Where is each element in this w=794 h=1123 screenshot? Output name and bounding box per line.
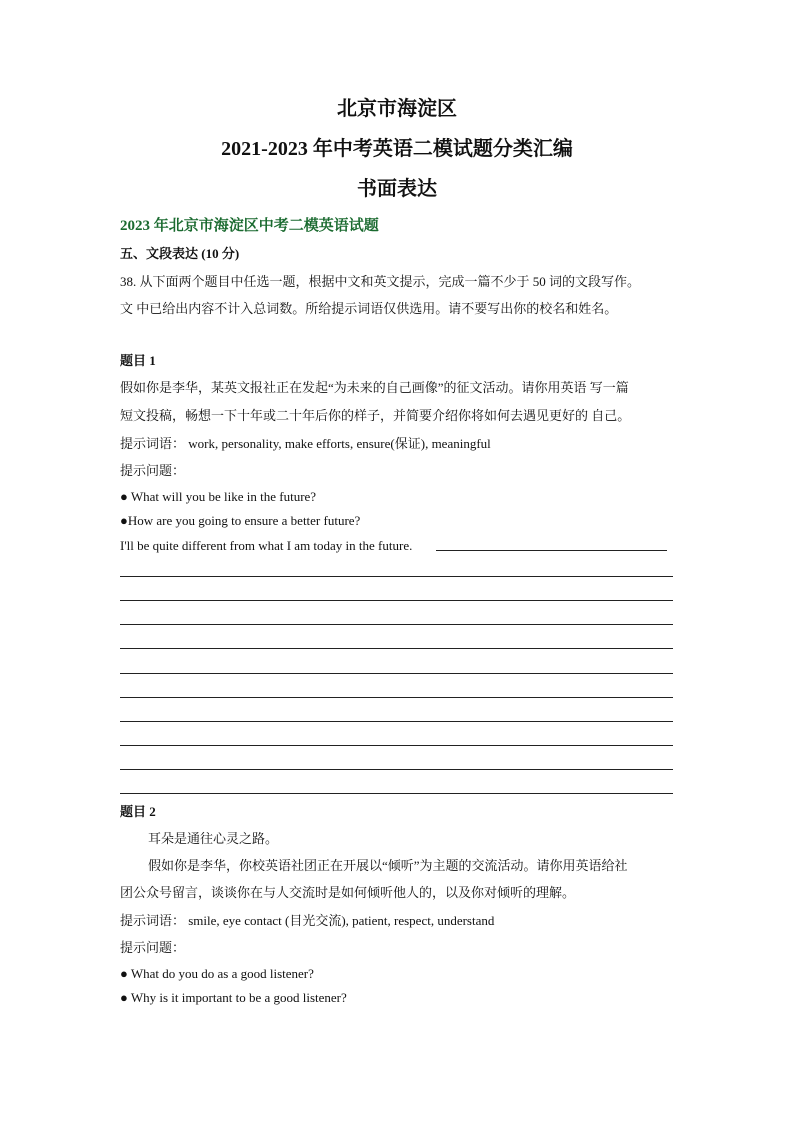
topic2-question-1: ● What do you do as a good listener? (120, 966, 314, 981)
answer-line[interactable] (120, 793, 673, 794)
answer-line[interactable] (120, 576, 673, 577)
answer-line[interactable] (120, 697, 673, 698)
answer-line[interactable] (120, 721, 673, 722)
instruction-line-1: 38. 从下面两个题目中任选一题，根据中文和英文提示，完成一篇不少于 50 词的文段写作。 (120, 274, 641, 289)
topic1-hint-questions-label: 提示问题： (120, 463, 186, 478)
topic1-hint-words: 提示词语： work, personality, make efforts, ensure(保证), meaningful (120, 436, 491, 451)
topic1-question-1: ● What will you be like in the future? (120, 489, 317, 504)
topic1-question-2: ●How are you going to ensure a better future? (120, 513, 361, 528)
topic1-heading: 题目 1 (120, 353, 156, 368)
topic2-line-3: 团公众号留言，谈谈你在与人交流时是如何倾听他人的，以及你对倾听的理解。 (120, 885, 576, 900)
topic1-prompt-line-2: 短文投稿，畅想一下十年或二十年后你的样子，并简要介绍你将如何去遇见更好的 自己。 (120, 408, 631, 423)
topic2-hint-words: 提示词语： smile, eye contact (目光交流), patient, respect, understand (120, 913, 495, 928)
title-topic: 书面表达 (357, 178, 437, 200)
answer-line[interactable] (120, 648, 673, 649)
topic2-line-2: 假如你是李华，你校英语社团正在开展以“倾听”为主题的交流活动。请你用英语给社 (148, 858, 628, 873)
answer-line[interactable] (120, 624, 673, 625)
answer-line[interactable] (120, 769, 673, 770)
topic1-starter-sentence: I'll be quite different from what I am today in the future. (120, 538, 413, 553)
answer-line[interactable] (120, 745, 673, 746)
topic1-prompt-line-1: 假如你是李华，某英文报社正在发起“为未来的自己画像”的征文活动。请你用英语 写一篇 (120, 380, 629, 395)
part-heading: 五、文段表达 (10 分) (120, 246, 240, 261)
answer-line[interactable] (120, 600, 673, 601)
topic2-hint-questions-label: 提示问题： (120, 940, 186, 955)
topic2-heading: 题目 2 (120, 804, 156, 819)
topic2-question-2: ● Why is it important to be a good listener? (120, 990, 347, 1005)
title-compilation: 2021-2023 年中考英语二模试题分类汇编 (221, 138, 573, 160)
section-heading: 2023 年北京市海淀区中考二模英语试题 (120, 218, 379, 234)
answer-blank-inline[interactable] (436, 550, 667, 551)
topic2-line-1: 耳朵是通往心灵之路。 (148, 831, 279, 846)
answer-line[interactable] (120, 673, 673, 674)
instruction-line-2: 文 中已给出内容不计入总词数。所给提示词语仅供选用。请不要写出你的校名和姓名。 (120, 301, 618, 316)
title-district: 北京市海淀区 (337, 98, 457, 120)
